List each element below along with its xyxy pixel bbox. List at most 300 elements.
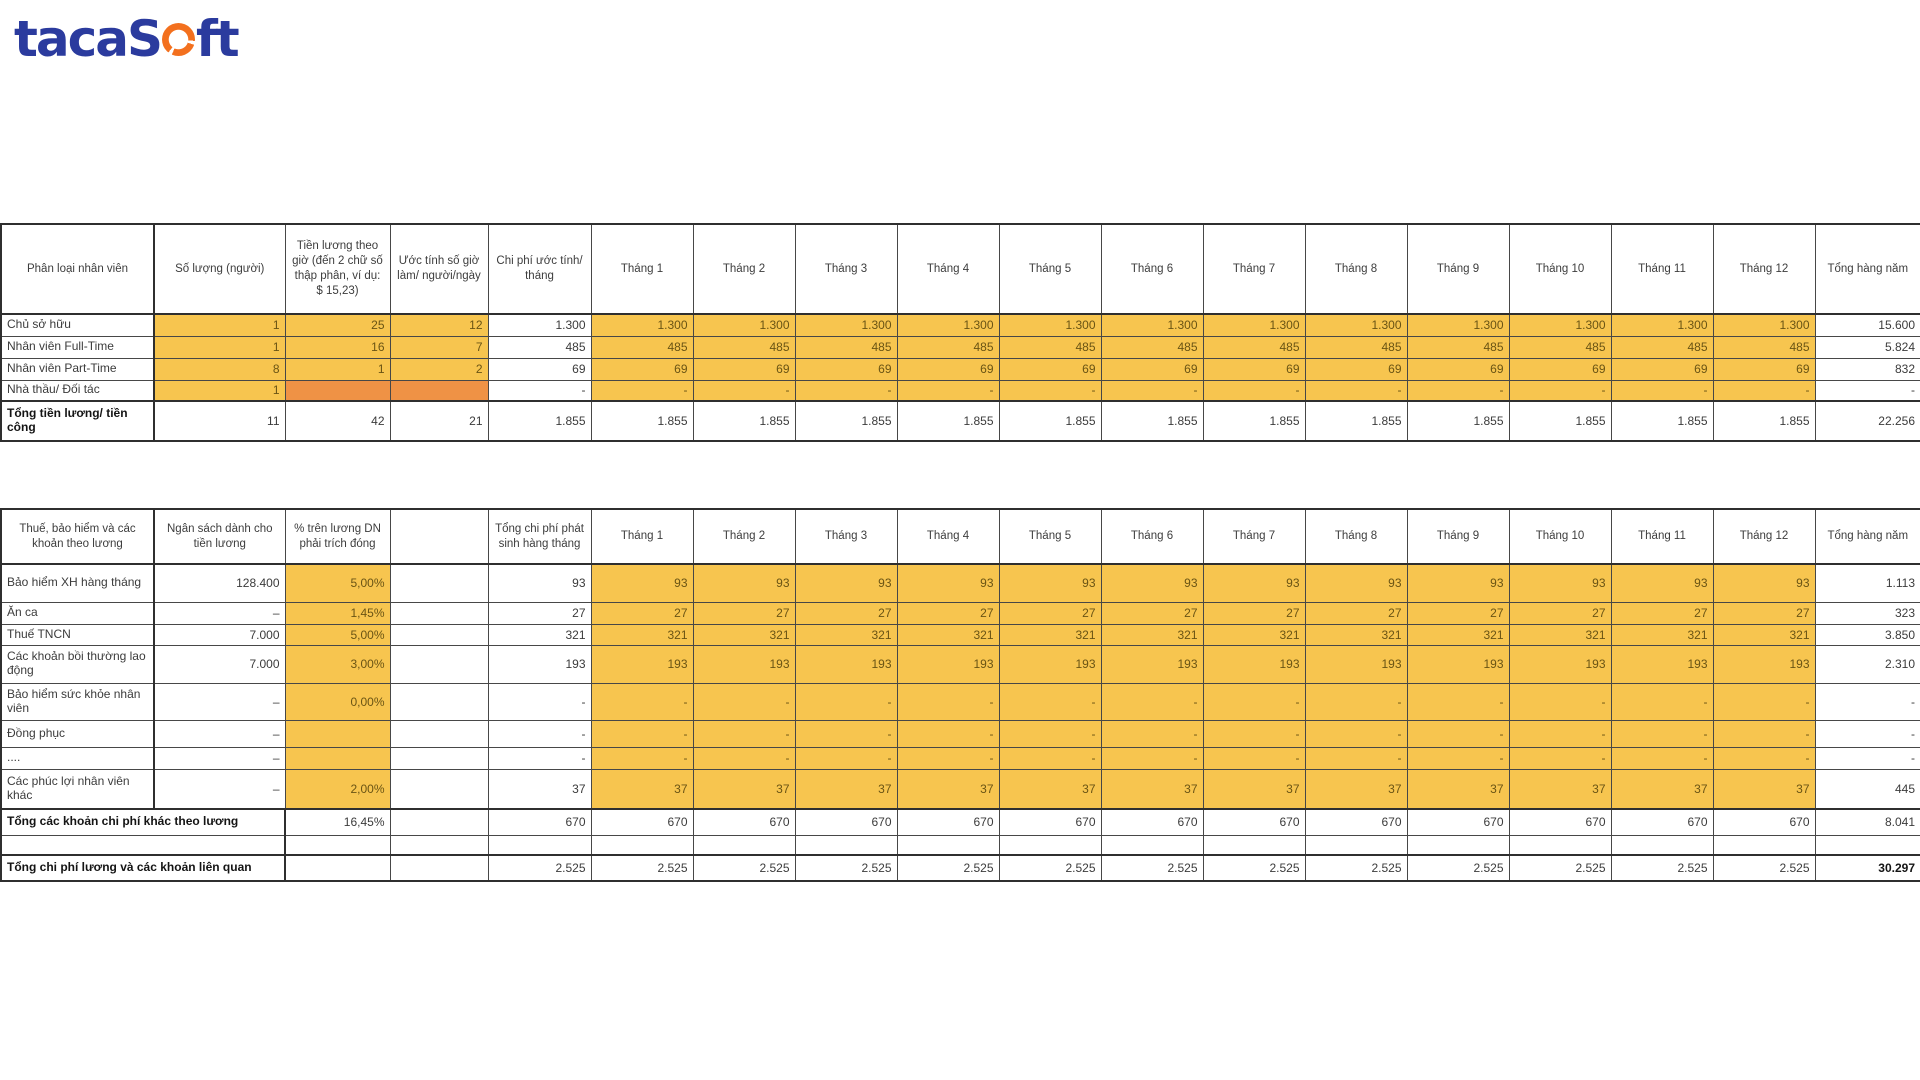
month-value-cell: - [999,380,1101,401]
month-value-cell: 37 [1203,769,1305,809]
data-row [1,336,1920,358]
month-header: Tháng 11 [1611,509,1713,564]
quantity-cell: 11 [154,401,285,441]
month-value-cell: 193 [1611,645,1713,683]
annual-total-cell: 445 [1815,769,1920,809]
budget-cell: – [154,602,285,624]
month-value-cell: 193 [1713,645,1815,683]
month-value-cell: 93 [1305,564,1407,602]
month-value-cell: 69 [1509,358,1611,380]
column-header: Tiền lương theo giờ (đến 2 chữ số thập phân, ví dụ: $ 15,23) [285,224,390,314]
data-row [1,602,1920,624]
empty-cell [390,564,488,602]
column-header: Thuế, bảo hiểm và các khoản theo lương [1,509,154,564]
month-value-cell: 485 [1611,336,1713,358]
month-value-cell: - [1509,720,1611,747]
monthly-cost-cell: 69 [488,358,591,380]
row-label: Tổng tiền lương/ tiền công [1,401,154,441]
month-value-cell: 485 [1407,336,1509,358]
month-value-cell: 485 [693,336,795,358]
month-value-cell: - [897,747,999,769]
tax-table-body [1,564,1920,881]
row-label [1,835,285,855]
month-value-cell: - [897,380,999,401]
row-label: Các khoản bồi thường lao động [1,645,154,683]
month-header: Tháng 8 [1305,509,1407,564]
empty-cell [390,855,488,881]
row-label: Bảo hiểm sức khỏe nhân viên [1,683,154,720]
month-value-cell: - [795,380,897,401]
month-header: Tháng 5 [999,224,1101,314]
month-value-cell: 2.525 [999,855,1101,881]
empty-cell [390,747,488,769]
month-value-cell: 27 [1305,602,1407,624]
month-value-cell: 37 [1611,769,1713,809]
month-value-cell: 93 [591,564,693,602]
annual-total-cell: 2.310 [1815,645,1920,683]
hourly-wage-cell [285,380,390,401]
month-value-cell: 37 [1101,769,1203,809]
month-value-cell: - [1407,380,1509,401]
subtotal-row [1,809,1920,835]
month-value-cell: 1.300 [1611,314,1713,336]
budget-cell: – [154,683,285,720]
month-value-cell: 27 [1407,602,1509,624]
hourly-wage-cell: 42 [285,401,390,441]
monthly-cost-cell: - [488,683,591,720]
month-value-cell: - [1305,747,1407,769]
month-value-cell: 321 [795,624,897,645]
month-value-cell: 321 [1509,624,1611,645]
percent-cell: 3,00% [285,645,390,683]
month-value-cell [693,835,795,855]
month-value-cell: - [1203,720,1305,747]
month-value-cell: - [591,747,693,769]
budget-cell: 128.400 [154,564,285,602]
month-value-cell: 1.300 [591,314,693,336]
percent-cell: 16,45% [285,809,390,835]
month-value-cell: 1.300 [1713,314,1815,336]
row-label: Bảo hiểm XH hàng tháng [1,564,154,602]
month-value-cell: 69 [1101,358,1203,380]
month-value-cell: - [1713,683,1815,720]
hours-per-day-cell: 2 [390,358,488,380]
month-value-cell: 1.855 [1305,401,1407,441]
month-header: Tháng 11 [1611,224,1713,314]
quantity-cell: 1 [154,336,285,358]
month-value-cell: 193 [795,645,897,683]
month-value-cell: 193 [591,645,693,683]
month-value-cell: 485 [999,336,1101,358]
tax-insurance-table [0,508,1920,882]
monthly-cost-cell: - [488,747,591,769]
month-value-cell: - [1611,720,1713,747]
month-value-cell: - [1509,747,1611,769]
month-value-cell: 37 [591,769,693,809]
annual-total-cell [1815,835,1920,855]
monthly-cost-cell: 37 [488,769,591,809]
data-row [1,683,1920,720]
month-value-cell: 321 [1203,624,1305,645]
month-value-cell: - [693,720,795,747]
month-value-cell: 37 [693,769,795,809]
month-value-cell: 93 [1611,564,1713,602]
month-value-cell: 27 [1101,602,1203,624]
month-header: Tháng 8 [1305,224,1407,314]
month-value-cell: 485 [1203,336,1305,358]
month-value-cell: 27 [1203,602,1305,624]
data-row [1,564,1920,602]
month-value-cell: 1.300 [1305,314,1407,336]
month-value-cell: 670 [1203,809,1305,835]
month-value-cell: 485 [1101,336,1203,358]
annual-total-header: Tổng hàng năm [1815,509,1920,564]
annual-total-cell: 8.041 [1815,809,1920,835]
month-value-cell: - [1101,683,1203,720]
month-value-cell: 193 [1101,645,1203,683]
annual-total-cell: 1.113 [1815,564,1920,602]
month-value-cell: 37 [897,769,999,809]
data-row [1,358,1920,380]
month-value-cell: 37 [795,769,897,809]
budget-cell: – [154,720,285,747]
month-value-cell: 1.300 [1407,314,1509,336]
month-header: Tháng 12 [1713,224,1815,314]
salary-wages-table [0,223,1920,442]
month-value-cell: 2.525 [1713,855,1815,881]
budget-cell: 7.000 [154,645,285,683]
month-value-cell: 37 [999,769,1101,809]
month-value-cell: 670 [1407,809,1509,835]
month-value-cell: 1.855 [1713,401,1815,441]
row-label: Đồng phục [1,720,154,747]
month-value-cell: 2.525 [1509,855,1611,881]
month-value-cell: 670 [999,809,1101,835]
month-value-cell [1407,835,1509,855]
month-value-cell: 37 [1713,769,1815,809]
empty-cell [390,624,488,645]
row-label: Nhà thầu/ Đối tác [1,380,154,401]
month-header: Tháng 12 [1713,509,1815,564]
month-header: Tháng 10 [1509,224,1611,314]
month-value-cell: 485 [1509,336,1611,358]
annual-total-cell: 323 [1815,602,1920,624]
column-header: % trên lương DN phải trích đóng [285,509,390,564]
quantity-cell: 1 [154,380,285,401]
month-header: Tháng 9 [1407,224,1509,314]
month-value-cell: 69 [1203,358,1305,380]
month-value-cell: 1.855 [1509,401,1611,441]
annual-total-cell: 15.600 [1815,314,1920,336]
month-header: Tháng 4 [897,509,999,564]
hours-per-day-cell [390,380,488,401]
month-value-cell: - [1203,683,1305,720]
month-value-cell: 193 [693,645,795,683]
monthly-cost-cell: - [488,380,591,401]
month-value-cell: - [1305,720,1407,747]
month-value-cell: - [1713,747,1815,769]
data-row [1,624,1920,645]
month-value-cell: - [1509,380,1611,401]
month-value-cell: 485 [591,336,693,358]
month-value-cell [795,835,897,855]
month-value-cell: 193 [1305,645,1407,683]
monthly-cost-cell: 321 [488,624,591,645]
month-value-cell [1611,835,1713,855]
month-value-cell: 93 [1407,564,1509,602]
month-value-cell: 27 [591,602,693,624]
month-value-cell: 69 [591,358,693,380]
monthly-cost-cell: 485 [488,336,591,358]
month-value-cell: 93 [1203,564,1305,602]
logo-text-right: ft [196,10,238,68]
row-label: Các phúc lợi nhân viên khác [1,769,154,809]
month-value-cell: 2.525 [591,855,693,881]
monthly-cost-cell: 1.300 [488,314,591,336]
month-value-cell: 27 [693,602,795,624]
month-value-cell: 37 [1509,769,1611,809]
month-value-cell: 193 [999,645,1101,683]
month-value-cell: 2.525 [897,855,999,881]
monthly-cost-cell: 93 [488,564,591,602]
month-value-cell: 93 [999,564,1101,602]
month-value-cell: 485 [795,336,897,358]
month-value-cell: 2.525 [1611,855,1713,881]
empty-cell [390,602,488,624]
month-value-cell: - [1407,683,1509,720]
month-header: Tháng 5 [999,509,1101,564]
month-value-cell: 93 [1713,564,1815,602]
quantity-cell: 8 [154,358,285,380]
column-header: Chi phí ước tính/ tháng [488,224,591,314]
month-value-cell: 485 [1305,336,1407,358]
month-value-cell: 93 [795,564,897,602]
month-value-cell: 37 [1407,769,1509,809]
month-value-cell: 37 [1305,769,1407,809]
total-row [1,401,1920,441]
month-value-cell: - [999,683,1101,720]
monthly-cost-cell [488,835,591,855]
month-header: Tháng 9 [1407,509,1509,564]
month-value-cell: 93 [897,564,999,602]
month-value-cell: 2.525 [1305,855,1407,881]
percent-cell: 5,00% [285,564,390,602]
empty-cell [390,645,488,683]
monthly-cost-cell: 27 [488,602,591,624]
month-value-cell: - [591,720,693,747]
annual-total-cell: 22.256 [1815,401,1920,441]
annual-total-cell: - [1815,747,1920,769]
month-value-cell: 69 [1611,358,1713,380]
month-value-cell: 1.855 [1101,401,1203,441]
monthly-cost-cell: - [488,720,591,747]
month-value-cell: - [693,380,795,401]
month-value-cell: 1.300 [1101,314,1203,336]
month-value-cell: - [897,720,999,747]
month-value-cell: 27 [897,602,999,624]
percent-cell [285,747,390,769]
data-row [1,720,1920,747]
month-value-cell: 1.855 [1203,401,1305,441]
hours-per-day-cell: 7 [390,336,488,358]
month-value-cell: 670 [1305,809,1407,835]
month-value-cell: - [1101,747,1203,769]
month-value-cell: 321 [1407,624,1509,645]
column-header: Ước tính số giờ làm/ người/ngày [390,224,488,314]
month-header: Tháng 6 [1101,224,1203,314]
annual-total-cell: - [1815,720,1920,747]
month-value-cell: 485 [1713,336,1815,358]
percent-cell [285,720,390,747]
month-header: Tháng 6 [1101,509,1203,564]
percent-cell [285,835,390,855]
month-value-cell: 27 [1611,602,1713,624]
monthly-cost-cell: 193 [488,645,591,683]
month-header: Tháng 10 [1509,509,1611,564]
data-row [1,747,1920,769]
contractor-row [1,380,1920,401]
month-value-cell: 670 [693,809,795,835]
month-value-cell: - [999,747,1101,769]
empty-cell [390,720,488,747]
month-value-cell: 321 [591,624,693,645]
month-value-cell: - [1203,380,1305,401]
month-value-cell: - [1611,683,1713,720]
month-value-cell: 670 [1611,809,1713,835]
month-header: Tháng 7 [1203,509,1305,564]
month-value-cell: 1.300 [999,314,1101,336]
month-value-cell [591,835,693,855]
month-value-cell: 321 [1611,624,1713,645]
logo-pie-o-icon [162,23,195,56]
month-value-cell: 193 [1407,645,1509,683]
logo[interactable] [14,10,238,68]
month-value-cell: - [795,683,897,720]
grand-row [1,855,1920,881]
month-value-cell: 1.855 [1407,401,1509,441]
month-value-cell: 93 [1509,564,1611,602]
budget-cell: – [154,747,285,769]
month-value-cell: 193 [1509,645,1611,683]
percent-cell: 5,00% [285,624,390,645]
column-header: Phân loại nhân viên [1,224,154,314]
month-value-cell: - [1305,380,1407,401]
month-value-cell: 1.855 [999,401,1101,441]
month-value-cell: 321 [897,624,999,645]
month-header: Tháng 1 [591,224,693,314]
column-header: Số lượng (người) [154,224,285,314]
month-value-cell: - [693,747,795,769]
month-value-cell: - [1101,380,1203,401]
hourly-wage-cell: 25 [285,314,390,336]
month-value-cell: 1.855 [591,401,693,441]
month-value-cell [1203,835,1305,855]
month-value-cell: 69 [1407,358,1509,380]
month-value-cell: 27 [999,602,1101,624]
blank-row [1,835,1920,855]
column-header: Ngân sách dành cho tiền lương [154,509,285,564]
empty-cell [390,835,488,855]
month-value-cell: 1.855 [1611,401,1713,441]
month-value-cell: - [591,683,693,720]
monthly-cost-cell: 1.855 [488,401,591,441]
percent-cell [285,855,390,881]
month-value-cell: 670 [1509,809,1611,835]
hourly-wage-cell: 1 [285,358,390,380]
month-value-cell: 670 [1713,809,1815,835]
hours-per-day-cell: 21 [390,401,488,441]
annual-total-cell: 5.824 [1815,336,1920,358]
month-value-cell: 1.300 [795,314,897,336]
month-value-cell: 1.300 [693,314,795,336]
month-value-cell: 670 [591,809,693,835]
month-value-cell: 1.855 [897,401,999,441]
annual-total-cell: 3.850 [1815,624,1920,645]
month-value-cell: - [999,720,1101,747]
row-label: Nhân viên Part-Time [1,358,154,380]
month-value-cell: 1.855 [693,401,795,441]
month-value-cell: - [591,380,693,401]
month-value-cell [1713,835,1815,855]
month-value-cell: - [1407,720,1509,747]
month-value-cell: - [693,683,795,720]
month-value-cell: 69 [795,358,897,380]
data-row [1,769,1920,809]
percent-cell: 1,45% [285,602,390,624]
month-header: Tháng 1 [591,509,693,564]
month-value-cell: 69 [693,358,795,380]
hourly-wage-cell: 16 [285,336,390,358]
month-value-cell: 1.300 [1509,314,1611,336]
month-value-cell: 193 [1203,645,1305,683]
row-label: Tổng chi phí lương và các khoản liên quan [1,855,285,881]
month-value-cell: 93 [693,564,795,602]
month-value-cell: 1.300 [1203,314,1305,336]
month-value-cell: - [1101,720,1203,747]
month-value-cell: 1.855 [795,401,897,441]
salary-table-body [1,314,1920,441]
row-label: Nhân viên Full-Time [1,336,154,358]
column-header: Tổng chi phí phát sinh hàng tháng [488,509,591,564]
row-label: Thuế TNCN [1,624,154,645]
month-value-cell: 670 [795,809,897,835]
month-value-cell: 27 [1509,602,1611,624]
month-value-cell: 485 [897,336,999,358]
tax-table-header-row [1,509,1920,564]
month-value-cell: 69 [1305,358,1407,380]
month-value-cell: - [795,747,897,769]
logo-text-left: tacaS [14,10,162,68]
month-value-cell: 2.525 [1203,855,1305,881]
month-value-cell: - [897,683,999,720]
row-label: Chủ sở hữu [1,314,154,336]
month-value-cell [999,835,1101,855]
empty-cell [390,683,488,720]
month-value-cell: - [795,720,897,747]
month-value-cell: 321 [999,624,1101,645]
percent-cell: 2,00% [285,769,390,809]
month-value-cell: - [1509,683,1611,720]
month-header: Tháng 3 [795,509,897,564]
month-value-cell: 2.525 [1101,855,1203,881]
month-value-cell: 27 [795,602,897,624]
month-value-cell: - [1203,747,1305,769]
month-value-cell: 321 [1101,624,1203,645]
month-value-cell: 2.525 [795,855,897,881]
row-label: Ăn ca [1,602,154,624]
month-value-cell [897,835,999,855]
month-header: Tháng 2 [693,224,795,314]
